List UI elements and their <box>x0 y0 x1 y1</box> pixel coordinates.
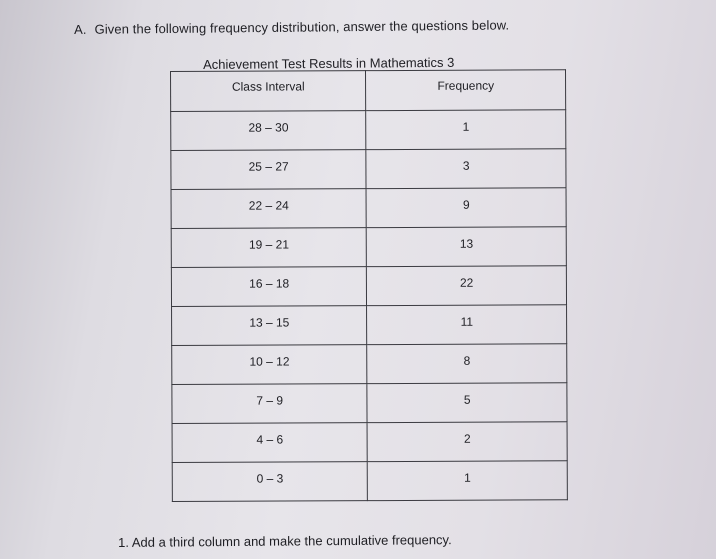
table-row <box>172 305 567 346</box>
table-row <box>172 383 567 424</box>
class-interval-cell: 7 – 9 <box>172 384 368 424</box>
instruction-line <box>74 17 509 37</box>
frequency-cell: 22 <box>367 266 567 306</box>
header-frequency: Frequency <box>366 70 566 111</box>
frequency-table <box>170 69 568 502</box>
table-row <box>171 227 566 268</box>
frequency-cell: 5 <box>367 383 567 423</box>
frequency-cell: 1 <box>368 461 568 501</box>
frequency-cell: 9 <box>366 188 566 228</box>
frequency-cell: 3 <box>366 149 566 189</box>
instruction-text: Given the following frequency distribution, answer the questions below. <box>94 17 510 37</box>
class-interval-cell: 10 – 12 <box>172 345 368 385</box>
frequency-cell: 1 <box>366 110 566 150</box>
table-row <box>171 266 566 307</box>
class-interval-cell: 4 – 6 <box>172 423 368 463</box>
class-interval-cell: 0 – 3 <box>172 462 368 502</box>
header-class-interval: Class Interval <box>171 71 367 112</box>
table-row <box>172 344 567 385</box>
frequency-cell: 13 <box>367 227 567 267</box>
class-interval-cell: 28 – 30 <box>171 111 367 151</box>
table-header-row <box>171 70 566 112</box>
table-row <box>171 149 566 190</box>
question-1: 1. Add a third column and make the cumulative frequency. <box>118 532 452 550</box>
frequency-cell: 11 <box>367 305 567 345</box>
frequency-cell: 8 <box>367 344 567 384</box>
class-interval-cell: 16 – 18 <box>171 267 367 307</box>
frequency-cell: 2 <box>368 422 568 462</box>
instruction-marker: A. <box>74 21 87 37</box>
table-title: Achievement Test Results in Mathematics 3 <box>203 54 455 72</box>
class-interval-cell: 25 – 27 <box>171 150 367 190</box>
class-interval-cell: 13 – 15 <box>172 306 368 346</box>
table-row <box>171 188 566 229</box>
table-row <box>172 461 567 502</box>
class-interval-cell: 19 – 21 <box>171 228 367 268</box>
table-row <box>171 110 566 151</box>
table-row <box>172 422 567 463</box>
class-interval-cell: 22 – 24 <box>171 189 367 229</box>
